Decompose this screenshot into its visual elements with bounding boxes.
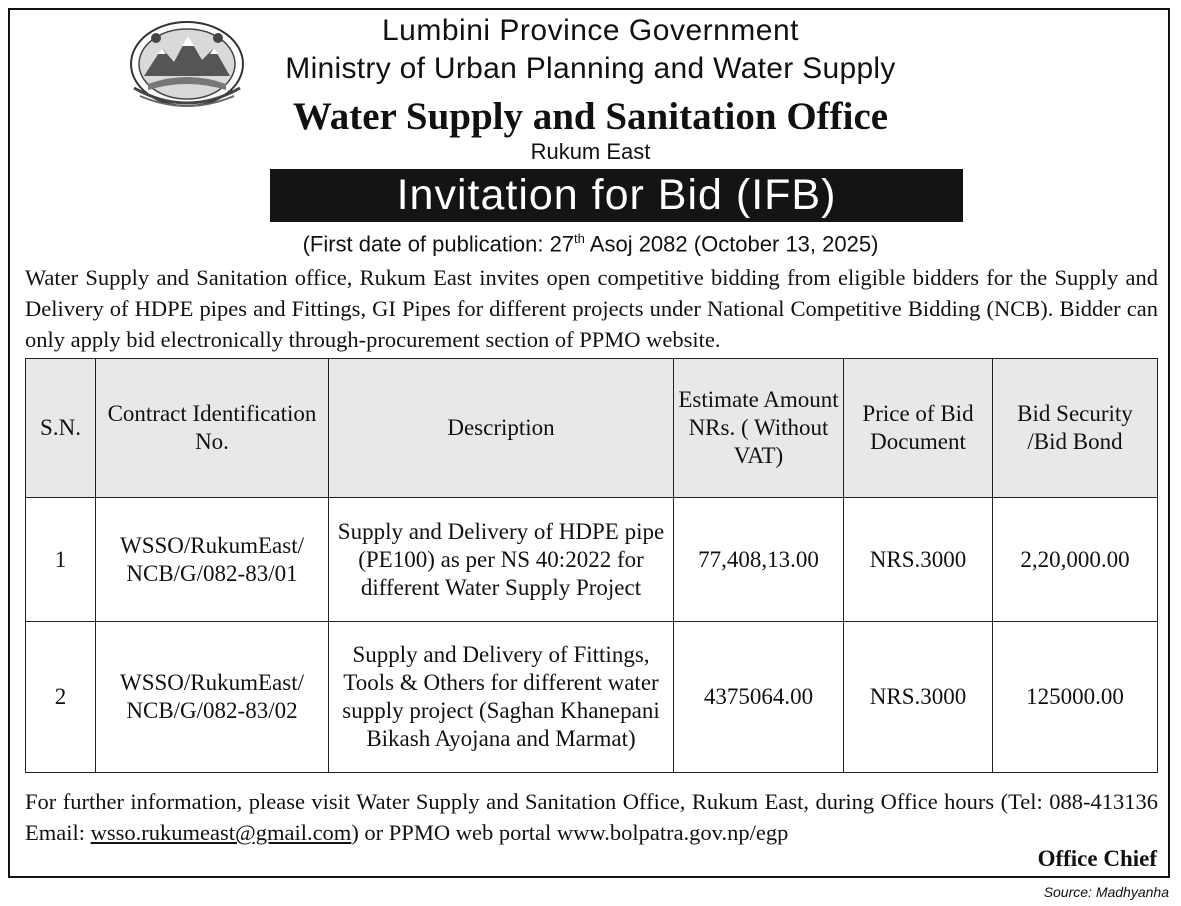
header-estimate: Estimate Amount NRs. ( Without VAT): [674, 359, 844, 498]
header-description: Description: [329, 359, 674, 498]
table-header-row: [26, 359, 1158, 498]
publication-date: [0, 231, 1181, 257]
office-title: Water Supply and Sanitation Office: [292, 95, 889, 138]
cell-contract-id: WSSO/RukumEast/ NCB/G/082-83/01: [96, 498, 329, 622]
contact-paragraph: [25, 786, 1158, 848]
publication-date-prefix: (First date of publication: 27: [302, 231, 575, 257]
signatory: Office Chief: [1037, 846, 1157, 871]
cell-price: NRS.3000: [844, 622, 993, 773]
intro-paragraph: Water Supply and Sanitation office, Rukum East invites open competitive bidding from eligible bidders for the Supply and Delivery of HDPE pipes and Fittings, GI Pipes for different projects under National Competitive Bidding (NCB). Bidder can only apply bid electronically through-procurement section of PPMO website.: [25, 265, 1158, 352]
cell-description: Supply and Delivery of HDPE pipe (PE100) as per NS 40:2022 for different Water Supply Project: [329, 498, 674, 622]
district-subtitle: Rukum East: [530, 139, 651, 164]
header-contract-id: Contract Identification No.: [96, 359, 329, 498]
table-row: [26, 622, 1158, 773]
source-credit: Source: Madhyanha: [1043, 884, 1169, 900]
publication-date-sup: th: [574, 231, 585, 246]
bid-table: [25, 358, 1158, 773]
cell-security: 125000.00: [993, 622, 1158, 773]
cell-estimate: 4375064.00: [674, 622, 844, 773]
publication-date-suffix: Asoj 2082 (October 13, 2025): [584, 231, 879, 257]
header-price: Price of Bid Document: [844, 359, 993, 498]
cell-sn: 2: [26, 622, 96, 773]
province-heading: Lumbini Province Government: [381, 14, 800, 47]
ifb-banner: Invitation for Bid (IFB): [270, 169, 963, 222]
ministry-heading: Ministry of Urban Planning and Water Supply: [285, 52, 896, 85]
cell-estimate: 77,408,13.00: [674, 498, 844, 622]
cell-description: Supply and Delivery of Fittings, Tools & Others for different water supply project (Saghan Khanepani Bikash Ayojana and Marmat): [329, 622, 674, 773]
table-row: [26, 498, 1158, 622]
email-link[interactable]: wsso.rukumeast@gmail.com: [90, 820, 352, 845]
cell-contract-id: WSSO/RukumEast/ NCB/G/082-83/02: [96, 622, 329, 773]
contact-text-after: ) or PPMO web portal www.bolpatra.gov.np/egp: [351, 820, 789, 845]
contact-text-before: For further information, please visit Water Supply and Sanitation Office, Rukum East, during Office hours (Tel: 088-413136 Email:: [25, 789, 1158, 845]
header-sn: S.N.: [26, 359, 96, 498]
cell-security: 2,20,000.00: [993, 498, 1158, 622]
cell-price: NRS.3000: [844, 498, 993, 622]
cell-sn: 1: [26, 498, 96, 622]
header-security: Bid Security /Bid Bond: [993, 359, 1158, 498]
